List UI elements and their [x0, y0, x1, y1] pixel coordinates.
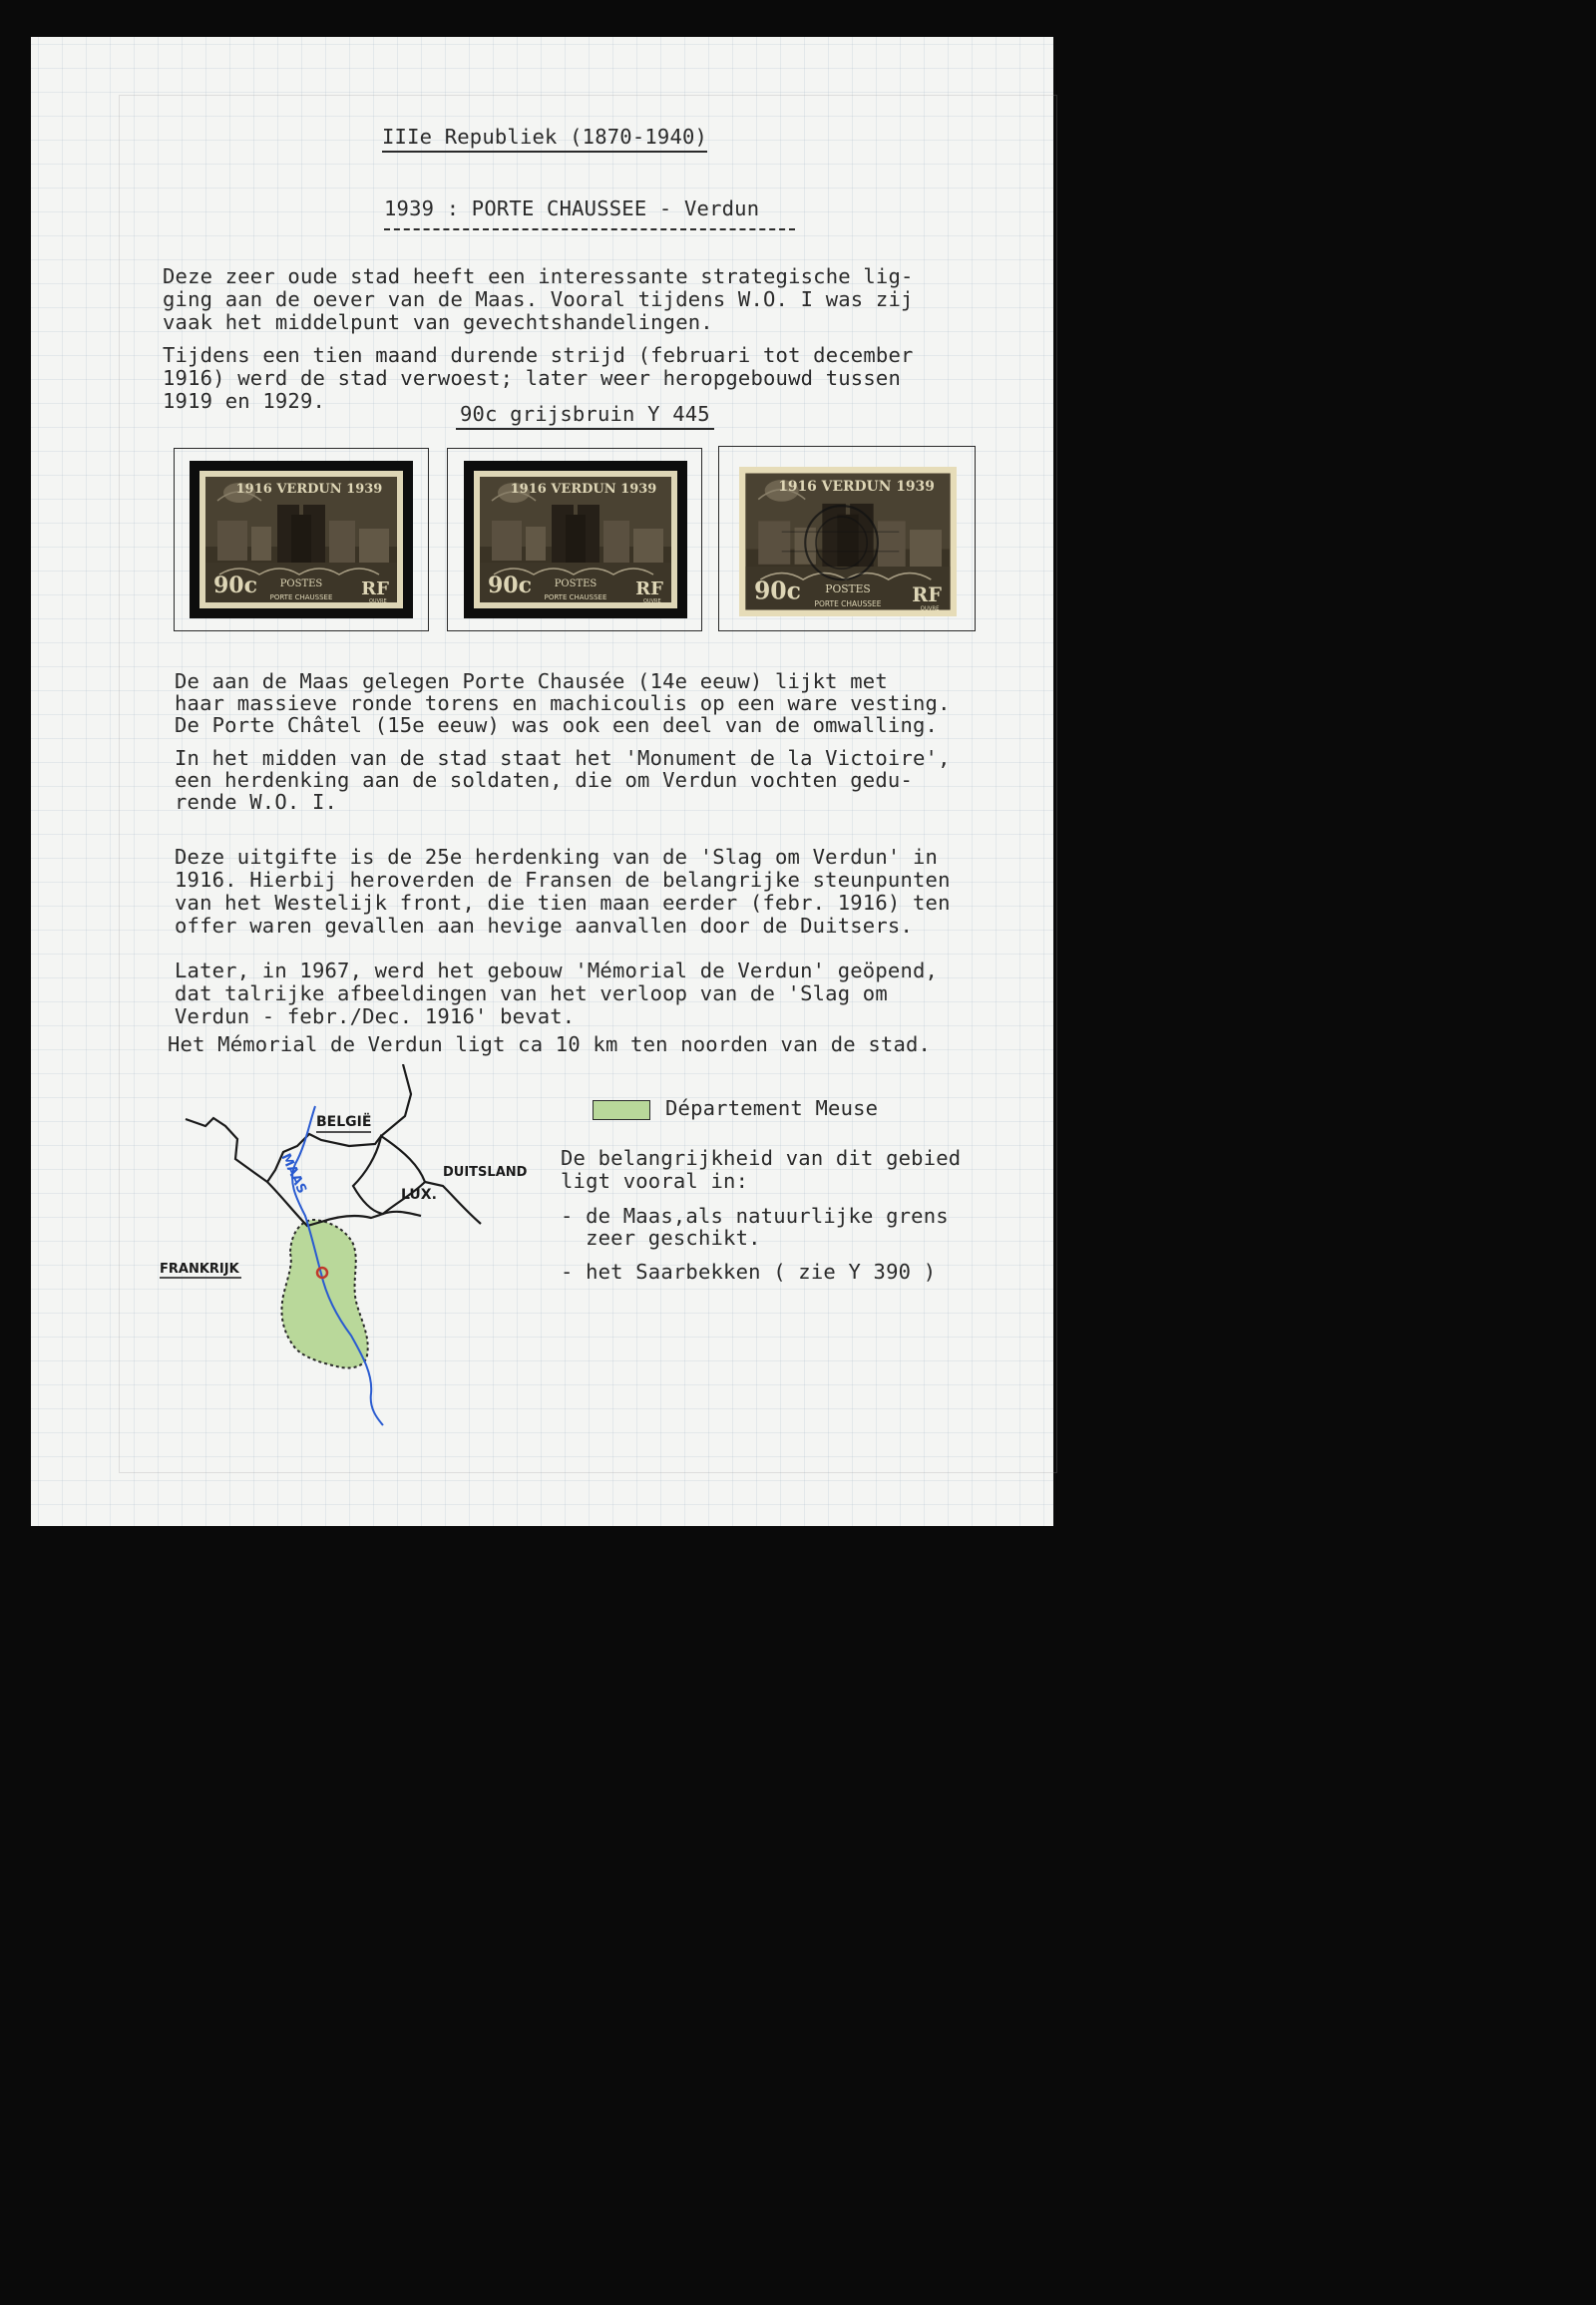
- svg-text:OUVRE: OUVRE: [643, 598, 661, 604]
- svg-text:90c: 90c: [213, 573, 258, 598]
- subheading-dashed-rule: [384, 228, 795, 230]
- svg-text:1916 VERDUN 1939: 1916 VERDUN 1939: [778, 478, 935, 495]
- legend-item-1b: zeer geschikt.: [561, 1226, 761, 1250]
- stamp-caption: 90c grijsbruin Y 445: [456, 402, 714, 430]
- legend-text-2: ligt vooral in:: [561, 1169, 749, 1193]
- svg-text:RF: RF: [635, 578, 663, 599]
- legend-item-2: - het Saarbekken ( zie Y 390 ): [561, 1260, 937, 1284]
- svg-text:PORTE CHAUSSEE: PORTE CHAUSSEE: [544, 593, 607, 601]
- svg-text:90c: 90c: [753, 576, 801, 605]
- stamp-2-mint: [474, 471, 677, 608]
- svg-text:PORTE CHAUSSEE: PORTE CHAUSSEE: [269, 593, 333, 601]
- map-label-belgie: BELGIË: [316, 1114, 372, 1130]
- svg-text:POSTES: POSTES: [279, 578, 323, 589]
- svg-text:POSTES: POSTES: [825, 582, 871, 596]
- svg-text:OUVRE: OUVRE: [369, 598, 387, 604]
- stamp-1-mint: [200, 471, 403, 608]
- legend-swatch-meuse: [593, 1100, 650, 1120]
- legend-text-1: De belangrijkheid van dit gebied: [561, 1146, 962, 1170]
- stamp-box-3: [718, 446, 976, 631]
- legend-label: Département Meuse: [665, 1096, 879, 1120]
- svg-text:PORTE CHAUSSEE: PORTE CHAUSSEE: [814, 599, 882, 609]
- page-subheading: 1939 : PORTE CHAUSSEE - Verdun: [384, 196, 760, 220]
- svg-text:POSTES: POSTES: [554, 578, 598, 589]
- svg-text:1916 VERDUN 1939: 1916 VERDUN 1939: [510, 482, 657, 497]
- album-page: IIIe Republiek (1870-1940) 1939 : PORTE CHAUSSEE - Verdun Deze zeer oude stad heeft een interessante strategische lig- ging aan de oever van de Maas. Vooral tijdens W.O. I was zij vaak het middelpunt van gevechtshandelingen. Tijdens een tien maand durende strijd (februari tot december 1916) werd de stad verwoest; later weer heropgebouwd tussen 1919 en 1929. 90c grijsbruin Y 445 1916 VERDUN 1939 90c POSTES PORTE CHAUSSEE RF OUVRE 1916 VERDUN 1939 90c POSTES PORTE CHAUSSEE RF OUVRE 1916 VERDUN 1939 90c POSTES PORTE CHAUSSEE RF OUVRE De aan de Maas gelegen Porte Chausée (14e eeuw) lijkt met haar massieve ronde torens en machicoulis op een ware vesting. De Porte Châtel (15e eeuw) was ook een deel van de omwalling. In het midden van de stad staat het 'Monument de la Victoire', een herdenking aan de soldaten, die om Verdun vochten gedu- rende W.O. I. Deze uitgifte is de 25e herdenking van de 'Slag om Verdun' in 1916. Hierbij heroverden de Fransen de belangrijke steunpunten van het Westelijk front, die tien maan eerder (febr. 1916) ten offer waren gevallen aan hevige aanvallen door de Duitsers. Later, in 1967, werd het gebouw 'Mémorial de Verdun' geöpend, dat talrijke afbeeldingen van het verloop van de 'Slag om Verdun - febr./Dec. 1916' bevat. Het Mémorial de Verdun ligt ca 10 km ten noorden van de stad. BELGIË DUITSLAND LUX. FRANKRIJK MAAS Département Meuse De belangrijkheid van dit gebied ligt vooral in: - de Maas,als natuurlijke grens zeer geschikt. - het Saarbekken ( zie Y 390 ): [31, 37, 1053, 1526]
- map-label-duitsland: DUITSLAND: [443, 1165, 528, 1180]
- stamp-box-1: [174, 448, 429, 631]
- map-label-lux: LUX.: [401, 1187, 437, 1203]
- map-label-maas: MAAS: [277, 1151, 309, 1197]
- svg-text:90c: 90c: [488, 573, 533, 598]
- legend-item-1a: - de Maas,als natuurlijke grens: [561, 1204, 949, 1228]
- svg-text:1916 VERDUN 1939: 1916 VERDUN 1939: [235, 482, 383, 497]
- svg-text:RF: RF: [912, 582, 942, 606]
- page-heading: IIIe Republiek (1870-1940): [382, 125, 707, 153]
- svg-text:OUVRE: OUVRE: [920, 605, 940, 612]
- stamp-box-2: [447, 448, 702, 631]
- stamp-mount-2: [464, 461, 687, 618]
- map-label-frankrijk: FRANKRIJK: [160, 1262, 239, 1277]
- meuse-region-map: [126, 1064, 545, 1443]
- stamp-mount-1: [190, 461, 413, 618]
- svg-text:RF: RF: [361, 578, 389, 599]
- stamp-3-used: [739, 467, 957, 616]
- meuse-department-area: [281, 1220, 367, 1368]
